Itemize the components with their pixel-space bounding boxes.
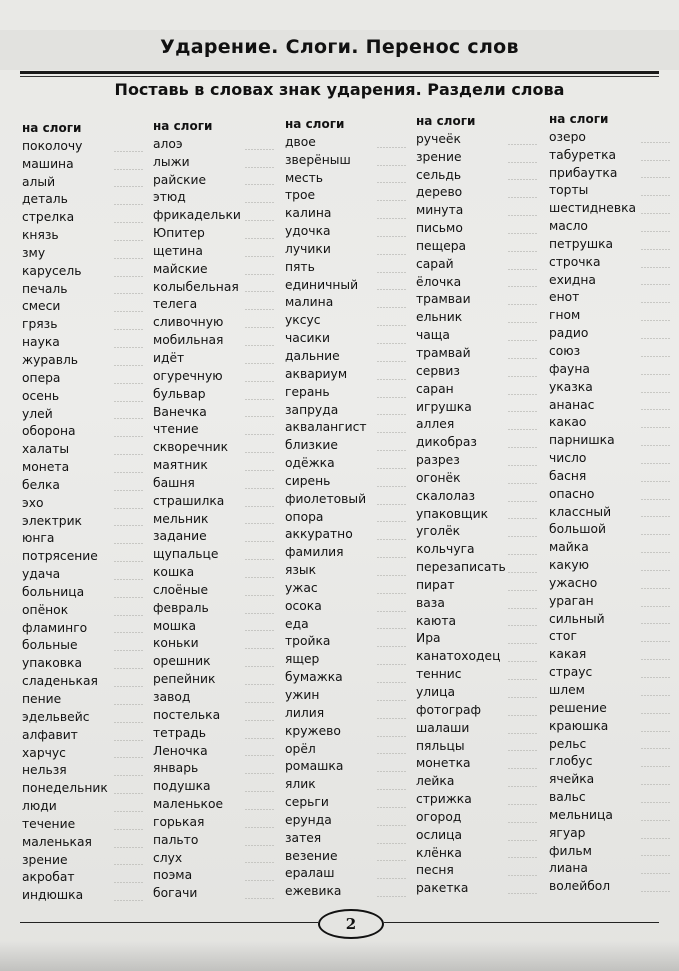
word-item: осока xyxy=(285,598,367,616)
word-item: канатоходец xyxy=(416,648,506,666)
word-item: лилия xyxy=(285,705,367,723)
word-item: озеро xyxy=(549,129,636,147)
word-item: поколочу xyxy=(22,138,108,156)
word-item: сельдь xyxy=(416,167,506,185)
word-item: единичный xyxy=(285,277,367,295)
word-item: ужин xyxy=(285,687,367,705)
page-shadow xyxy=(0,941,679,971)
word-item: слух xyxy=(153,850,241,868)
word-item: аквариум xyxy=(285,366,367,384)
word-item: сарай xyxy=(416,256,506,274)
word-item: опора xyxy=(285,509,367,527)
word-item: клёнка xyxy=(416,845,506,863)
word-item: течение xyxy=(22,816,108,834)
word-item: какая xyxy=(549,646,636,664)
word-item: князь xyxy=(22,227,108,245)
word-item: везение xyxy=(285,848,367,866)
word-item: халаты xyxy=(22,441,108,459)
word-item: игрушка xyxy=(416,399,506,417)
column-header: на слоги xyxy=(22,121,82,135)
word-item: зрение xyxy=(22,852,108,870)
word-item: кошка xyxy=(153,564,241,582)
word-item: стрелка xyxy=(22,209,108,227)
word-item: тройка xyxy=(285,633,367,651)
word-item: февраль xyxy=(153,600,241,618)
word-item: потрясение xyxy=(22,548,108,566)
word-item: ананас xyxy=(549,397,636,415)
word-item: радио xyxy=(549,325,636,343)
word-item: ужас xyxy=(285,580,367,598)
word-item: фрикадельки xyxy=(153,207,241,225)
word-item: шалаши xyxy=(416,720,506,738)
word-item: акробат xyxy=(22,869,108,887)
word-item: фламинго xyxy=(22,620,108,638)
column-header: на слоги xyxy=(153,119,213,133)
word-item: маятник xyxy=(153,457,241,475)
word-item: число xyxy=(549,450,636,468)
word-item: щетина xyxy=(153,243,241,261)
word-item: двое xyxy=(285,134,367,152)
word-item: лейка xyxy=(416,773,506,791)
word-item: строчка xyxy=(549,254,636,272)
word-item: мошка xyxy=(153,618,241,636)
word-item: торты xyxy=(549,182,636,200)
word-item: тетрадь xyxy=(153,725,241,743)
word-item: гном xyxy=(549,307,636,325)
word-item: каюта xyxy=(416,613,506,631)
word-item: кольчуга xyxy=(416,541,506,559)
word-item: песня xyxy=(416,862,506,880)
word-item: монета xyxy=(22,459,108,477)
word-item: волейбол xyxy=(549,878,636,896)
word-item: ящер xyxy=(285,651,367,669)
word-item: постелька xyxy=(153,707,241,725)
word-item: фамилия xyxy=(285,544,367,562)
word-item: деталь xyxy=(22,191,108,209)
word-item: сервиз xyxy=(416,363,506,381)
word-item: классный xyxy=(549,504,636,522)
word-item: разрез xyxy=(416,452,506,470)
word-item: минута xyxy=(416,202,506,220)
word-item: парнишка xyxy=(549,432,636,450)
word-item: орешник xyxy=(153,653,241,671)
word-item: уголёк xyxy=(416,523,506,541)
word-item: эдельвейс xyxy=(22,709,108,727)
word-item: слоёные xyxy=(153,582,241,600)
word-item: юнга xyxy=(22,530,108,548)
word-item: электрик xyxy=(22,513,108,531)
word-item: петрушка xyxy=(549,236,636,254)
word-item: Ванечка xyxy=(153,404,241,422)
word-item: ежевика xyxy=(285,883,367,901)
word-item: краюшка xyxy=(549,718,636,736)
word-item: задание xyxy=(153,528,241,546)
word-item: трамваи xyxy=(416,291,506,309)
word-item: большой xyxy=(549,521,636,539)
word-item: пещера xyxy=(416,238,506,256)
word-item: табуретка xyxy=(549,147,636,165)
word-item: грязь xyxy=(22,316,108,334)
word-item: месть xyxy=(285,170,367,188)
column-header: на слоги xyxy=(416,114,476,128)
word-item: какао xyxy=(549,414,636,432)
word-item: ералаш xyxy=(285,865,367,883)
word-item: глобус xyxy=(549,753,636,771)
word-item: щупальце xyxy=(153,546,241,564)
column-header: на слоги xyxy=(549,112,609,126)
word-item: колыбельная xyxy=(153,279,241,297)
word-item: масло xyxy=(549,218,636,236)
word-item: дерево xyxy=(416,184,506,202)
word-item: ехидна xyxy=(549,272,636,290)
word-item: ваза xyxy=(416,595,506,613)
word-item: ромашка xyxy=(285,758,367,776)
word-item: понедельник xyxy=(22,780,108,798)
word-item: ячейка xyxy=(549,771,636,789)
title-rule xyxy=(20,71,659,74)
word-item: телега xyxy=(153,296,241,314)
word-item: упаковщик xyxy=(416,506,506,524)
page-number: 2 xyxy=(318,909,384,939)
word-item: огород xyxy=(416,809,506,827)
title-rule-thin xyxy=(20,76,659,77)
word-item: какую xyxy=(549,557,636,575)
word-item: ослица xyxy=(416,827,506,845)
word-item: басня xyxy=(549,468,636,486)
word-item: лыжи xyxy=(153,154,241,172)
word-item: сирень xyxy=(285,473,367,491)
word-item: монетка xyxy=(416,755,506,773)
word-item: январь xyxy=(153,760,241,778)
word-item: прибаутка xyxy=(549,165,636,183)
word-item: сладенькая xyxy=(22,673,108,691)
word-item: мельник xyxy=(153,511,241,529)
word-column-4 xyxy=(416,113,506,898)
word-item: ужасно xyxy=(549,575,636,593)
word-item: ручеёк xyxy=(416,131,506,149)
word-item: удача xyxy=(22,566,108,584)
task-instruction: Поставь в словах знак ударения. Раздели слова xyxy=(114,80,565,99)
column-header: на слоги xyxy=(285,117,345,131)
word-item: язык xyxy=(285,562,367,580)
word-item: печаль xyxy=(22,281,108,299)
word-item: стог xyxy=(549,628,636,646)
word-item: страшилка xyxy=(153,493,241,511)
word-item: калина xyxy=(285,205,367,223)
word-column-1 xyxy=(22,120,108,905)
word-column-5 xyxy=(549,111,636,896)
word-item: индюшка xyxy=(22,887,108,905)
word-item: скворечник xyxy=(153,439,241,457)
word-item: часики xyxy=(285,330,367,348)
word-item: удочка xyxy=(285,223,367,241)
word-item: репейник xyxy=(153,671,241,689)
word-item: улица xyxy=(416,684,506,702)
word-item: оборона xyxy=(22,423,108,441)
word-item: райские xyxy=(153,172,241,190)
word-item: уксус xyxy=(285,312,367,330)
word-item: фильм xyxy=(549,843,636,861)
word-item: близкие xyxy=(285,437,367,455)
word-item: больные xyxy=(22,637,108,655)
word-item: аквалангист xyxy=(285,419,367,437)
word-item: коньки xyxy=(153,635,241,653)
word-item: шлем xyxy=(549,682,636,700)
word-item: упаковка xyxy=(22,655,108,673)
word-item: журавль xyxy=(22,352,108,370)
word-item: зму xyxy=(22,245,108,263)
word-item: ёлочка xyxy=(416,274,506,292)
word-item: герань xyxy=(285,384,367,402)
word-item: алфавит xyxy=(22,727,108,745)
word-item: зрение xyxy=(416,149,506,167)
word-item: маленькая xyxy=(22,834,108,852)
footer-rule-left xyxy=(20,922,318,923)
word-item: ураган xyxy=(549,593,636,611)
word-item: Леночка xyxy=(153,743,241,761)
word-item: пальто xyxy=(153,832,241,850)
word-item: алоэ xyxy=(153,136,241,154)
word-item: осень xyxy=(22,388,108,406)
word-item: огонёк xyxy=(416,470,506,488)
word-item: мобильная xyxy=(153,332,241,350)
page-title: Ударение. Слоги. Перенос слов xyxy=(160,36,519,58)
word-item: серьги xyxy=(285,794,367,812)
word-item: пять xyxy=(285,259,367,277)
word-item: решение xyxy=(549,700,636,718)
word-item: фотограф xyxy=(416,702,506,720)
word-column-3 xyxy=(285,116,367,901)
word-item: одёжка xyxy=(285,455,367,473)
word-item: зверёныш xyxy=(285,152,367,170)
word-item: орёл xyxy=(285,741,367,759)
word-item: алый xyxy=(22,174,108,192)
word-item: шестидневка xyxy=(549,200,636,218)
word-item: ягуар xyxy=(549,825,636,843)
word-item: запруда xyxy=(285,402,367,420)
word-item: идёт xyxy=(153,350,241,368)
footer-rule-right xyxy=(384,922,659,923)
word-item: трамвай xyxy=(416,345,506,363)
word-item: затея xyxy=(285,830,367,848)
word-item: Юпитер xyxy=(153,225,241,243)
word-item: пират xyxy=(416,577,506,595)
word-item: письмо xyxy=(416,220,506,238)
word-item: аккуратно xyxy=(285,526,367,544)
word-item: богачи xyxy=(153,885,241,903)
word-item: теннис xyxy=(416,666,506,684)
word-item: эхо xyxy=(22,495,108,513)
word-item: перезаписать xyxy=(416,559,506,577)
word-item: сливочную xyxy=(153,314,241,332)
word-item: горькая xyxy=(153,814,241,832)
word-item: люди xyxy=(22,798,108,816)
word-item: дикобраз xyxy=(416,434,506,452)
word-item: еда xyxy=(285,616,367,634)
word-column-2 xyxy=(153,118,241,903)
word-item: енот xyxy=(549,289,636,307)
word-item: наука xyxy=(22,334,108,352)
word-item: опасно xyxy=(549,486,636,504)
word-item: бульвар xyxy=(153,386,241,404)
word-item: кружево xyxy=(285,723,367,741)
word-item: этюд xyxy=(153,189,241,207)
word-item: опера xyxy=(22,370,108,388)
word-item: саран xyxy=(416,381,506,399)
word-item: ялик xyxy=(285,776,367,794)
word-item: бумажка xyxy=(285,669,367,687)
word-item: башня xyxy=(153,475,241,493)
word-item: указка xyxy=(549,379,636,397)
word-item: Ира xyxy=(416,630,506,648)
word-item: огуречную xyxy=(153,368,241,386)
word-item: скалолаз xyxy=(416,488,506,506)
word-item: стрижка xyxy=(416,791,506,809)
word-item: смеси xyxy=(22,298,108,316)
word-item: лучики xyxy=(285,241,367,259)
word-item: фиолетовый xyxy=(285,491,367,509)
word-item: чаща xyxy=(416,327,506,345)
word-item: маленькое xyxy=(153,796,241,814)
word-item: рельс xyxy=(549,736,636,754)
word-item: майские xyxy=(153,261,241,279)
word-item: майка xyxy=(549,539,636,557)
word-item: мельница xyxy=(549,807,636,825)
word-item: вальс xyxy=(549,789,636,807)
word-item: харчус xyxy=(22,745,108,763)
word-item: поэма xyxy=(153,867,241,885)
word-item: нельзя xyxy=(22,762,108,780)
word-item: трое xyxy=(285,187,367,205)
word-item: дальние xyxy=(285,348,367,366)
word-item: аллея xyxy=(416,416,506,434)
word-item: ельник xyxy=(416,309,506,327)
word-item: ракетка xyxy=(416,880,506,898)
word-item: малина xyxy=(285,294,367,312)
word-item: чтение xyxy=(153,421,241,439)
word-item: лиана xyxy=(549,860,636,878)
word-item: опёнок xyxy=(22,602,108,620)
word-item: улей xyxy=(22,406,108,424)
word-item: ерунда xyxy=(285,812,367,830)
word-item: фауна xyxy=(549,361,636,379)
word-item: белка xyxy=(22,477,108,495)
word-item: завод xyxy=(153,689,241,707)
word-item: больница xyxy=(22,584,108,602)
word-item: пение xyxy=(22,691,108,709)
word-item: сильный xyxy=(549,611,636,629)
word-item: машина xyxy=(22,156,108,174)
word-item: союз xyxy=(549,343,636,361)
word-item: карусель xyxy=(22,263,108,281)
word-item: пяльцы xyxy=(416,738,506,756)
word-item: подушка xyxy=(153,778,241,796)
word-item: страус xyxy=(549,664,636,682)
